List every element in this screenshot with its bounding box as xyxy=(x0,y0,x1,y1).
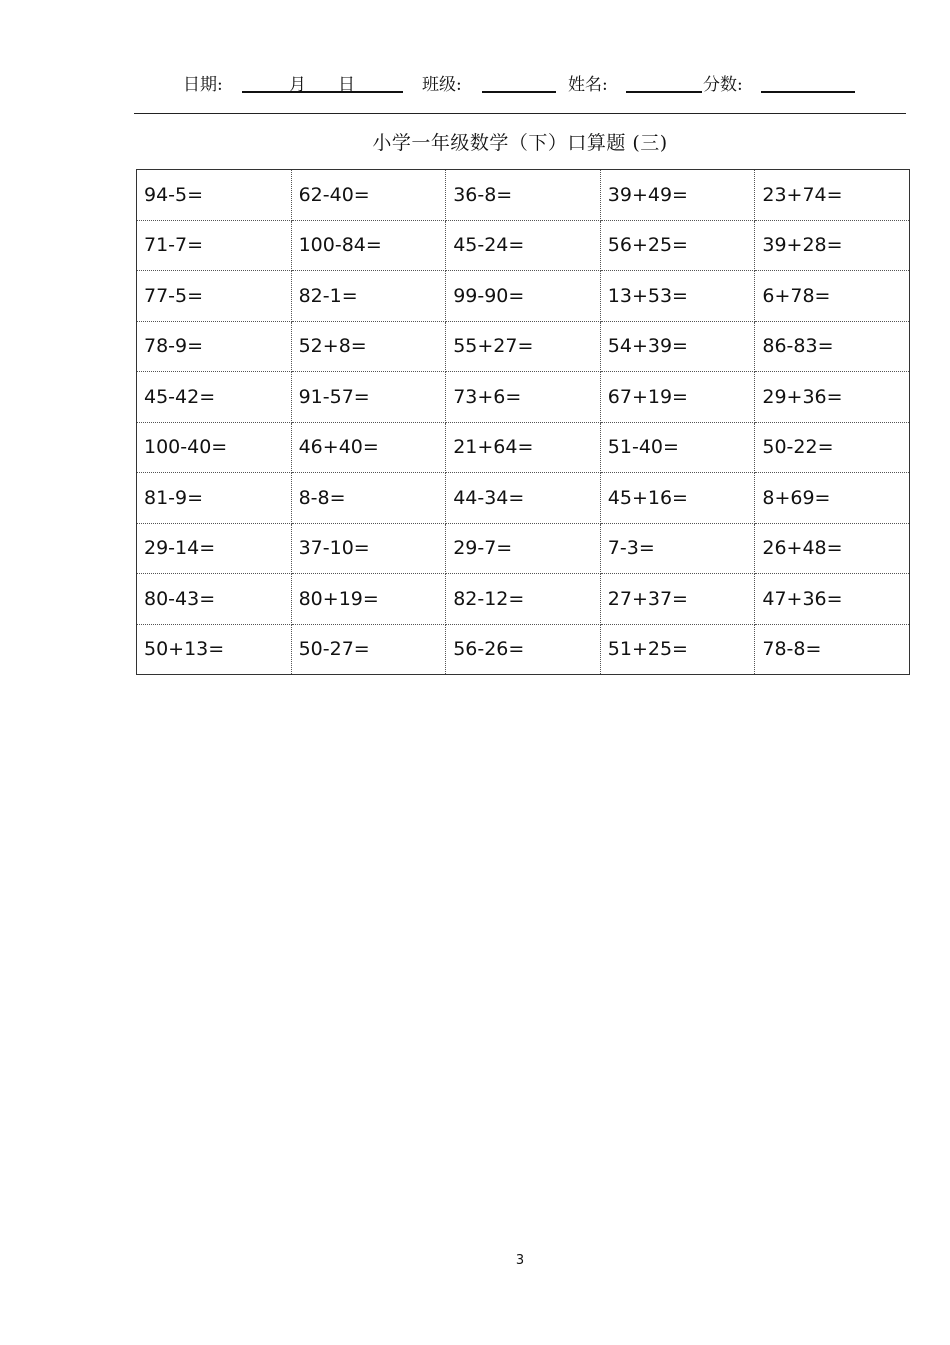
name-label: 姓名: xyxy=(568,75,608,95)
problem-cell[interactable]: 29+36= xyxy=(755,372,910,423)
date-label: 日期: xyxy=(183,75,223,95)
problem-cell[interactable]: 52+8= xyxy=(291,321,446,372)
problem-row xyxy=(137,574,910,625)
problem-cell[interactable]: 56+25= xyxy=(600,220,755,271)
problem-cell[interactable]: 55+27= xyxy=(446,321,601,372)
problem-cell[interactable]: 71-7= xyxy=(137,220,292,271)
problem-cell[interactable]: 67+19= xyxy=(600,372,755,423)
problem-cell[interactable]: 80+19= xyxy=(291,574,446,625)
problem-cell[interactable]: 45-24= xyxy=(446,220,601,271)
problem-row xyxy=(137,220,910,271)
problem-row xyxy=(137,422,910,473)
problem-cell[interactable]: 27+37= xyxy=(600,574,755,625)
score-blank[interactable] xyxy=(761,91,855,93)
problem-cell[interactable]: 91-57= xyxy=(291,372,446,423)
problem-cell[interactable]: 50+13= xyxy=(137,624,292,675)
problem-cell[interactable]: 50-27= xyxy=(291,624,446,675)
page-number: 3 xyxy=(515,1253,525,1268)
problem-cell[interactable]: 62-40= xyxy=(291,170,446,221)
problem-cell[interactable]: 56-26= xyxy=(446,624,601,675)
problem-cell[interactable]: 54+39= xyxy=(600,321,755,372)
header-divider xyxy=(134,113,906,114)
problem-cell[interactable]: 50-22= xyxy=(755,422,910,473)
problem-cell[interactable]: 82-1= xyxy=(291,271,446,322)
problem-cell[interactable]: 78-9= xyxy=(137,321,292,372)
problem-cell[interactable]: 37-10= xyxy=(291,523,446,574)
problem-cell[interactable]: 29-7= xyxy=(446,523,601,574)
problem-cell[interactable]: 21+64= xyxy=(446,422,601,473)
problem-cell[interactable]: 26+48= xyxy=(755,523,910,574)
problem-cell[interactable]: 51+25= xyxy=(600,624,755,675)
problem-row xyxy=(137,271,910,322)
day-label: 日 xyxy=(338,75,355,95)
problem-cell[interactable]: 78-8= xyxy=(762,638,822,661)
problem-cell[interactable]: 81-9= xyxy=(137,473,292,524)
problem-cell[interactable]: 6+78= xyxy=(755,271,910,322)
problem-cell[interactable]: 29-14= xyxy=(137,523,292,574)
problem-cell[interactable]: 45+16= xyxy=(600,473,755,524)
class-blank[interactable] xyxy=(482,91,556,93)
problem-cell[interactable]: 46+40= xyxy=(291,422,446,473)
problem-cell[interactable]: 100-84= xyxy=(291,220,446,271)
problem-row xyxy=(137,170,910,221)
problem-grid xyxy=(136,169,910,675)
problem-cell[interactable]: 39+28= xyxy=(755,220,910,271)
problem-row xyxy=(137,372,910,423)
problem-cell[interactable]: 100-40= xyxy=(137,422,292,473)
problem-row xyxy=(137,523,910,574)
problem-cell[interactable]: 36-8= xyxy=(446,170,601,221)
score-label: 分数: xyxy=(703,75,743,95)
problem-cell[interactable]: 8+69= xyxy=(755,473,910,524)
date-blank[interactable] xyxy=(242,91,403,93)
problem-row xyxy=(137,624,910,675)
problem-row xyxy=(137,321,910,372)
problem-cell[interactable]: 77-5= xyxy=(137,271,292,322)
worksheet-title: 小学一年级数学（下）口算题 (三) xyxy=(372,132,668,154)
problem-cell[interactable]: 44-34= xyxy=(446,473,601,524)
problem-cell[interactable]: 47+36= xyxy=(755,574,910,625)
problem-cell[interactable]: 23+74= xyxy=(755,170,910,221)
name-blank[interactable] xyxy=(626,91,702,93)
problem-cell[interactable]: 51-40= xyxy=(600,422,755,473)
problem-cell[interactable]: 7-3= xyxy=(600,523,755,574)
problem-cell[interactable]: 39+49= xyxy=(600,170,755,221)
problem-cell[interactable]: 82-12= xyxy=(446,574,601,625)
problem-cell[interactable]: 73+6= xyxy=(446,372,601,423)
problem-cell[interactable]: 13+53= xyxy=(600,271,755,322)
month-label: 月 xyxy=(289,75,306,95)
problem-cell[interactable]: 80-43= xyxy=(137,574,292,625)
problem-row xyxy=(137,473,910,524)
problem-cell[interactable]: 99-90= xyxy=(446,271,601,322)
problem-cell[interactable]: 8-8= xyxy=(291,473,446,524)
problem-cell[interactable]: 86-83= xyxy=(755,321,910,372)
class-label: 班级: xyxy=(422,75,462,95)
problem-cell[interactable]: 45-42= xyxy=(137,372,292,423)
problem-cell[interactable]: 94-5= xyxy=(137,170,292,221)
